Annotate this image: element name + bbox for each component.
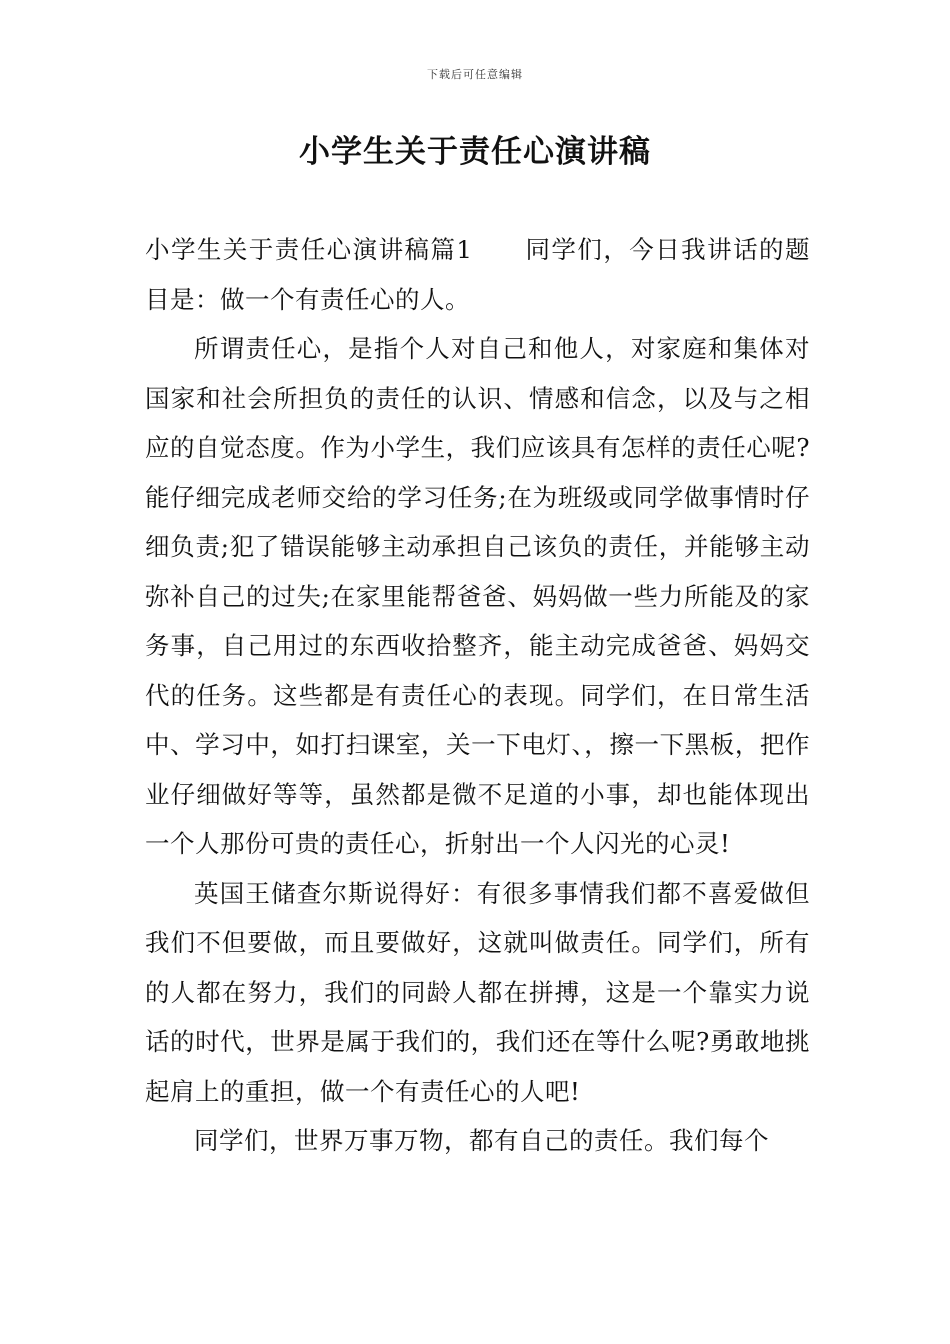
header-note: 下载后可任意编辑 — [427, 68, 523, 81]
intro-text: 同学们，今日我讲话的题目是：做一个有责任心的人。 — [145, 235, 810, 314]
paragraph: 英国王储查尔斯说得好：有很多事情我们都不喜爱做但我们不但要做，而且要做好，这就叫做责任。同学们，所有的人都在努力，我们的同龄人都在拼搏，这是一个靠实力说话的时代，世界是属于我们的，我们还在等什么呢?勇敢地挑起肩上的重担，做一个有责任心的人吧! — [145, 878, 810, 1106]
document-body — [145, 225, 810, 1166]
paragraph: 同学们，世界万事万物，都有自己的责任。我们每个 — [194, 1126, 769, 1155]
document-title: 小学生关于责任心演讲稿 — [299, 134, 651, 170]
section-heading: 小学生关于责任心演讲稿篇1 — [145, 235, 473, 264]
paragraph: 所谓责任心，是指个人对自己和他人，对家庭和集体对国家和社会所担负的责任的认识、情感和信念，以及与之相应的自觉态度。作为小学生，我们应该具有怎样的责任心呢?能仔细完成老师交给的学习任务;在为班级或同学做事情时仔细负责;犯了错误能够主动承担自己该负的责任，并能够主动弥补自己的过失;在家里能帮爸爸、妈妈做一些力所能及的家务事，自己用过的东西收拾整齐，能主动完成爸爸、妈妈交代的任务。这些都是有责任心的表现。同学们，在日常生活中、学习中，如打扫课室，关一下电灯、，擦一下黑板，把作业仔细做好等等，虽然都是微不足道的小事，却也能体现出一个人那份可贵的责任心，折射出一个人闪光的心灵! — [145, 334, 810, 858]
intro-paragraph — [145, 225, 810, 324]
